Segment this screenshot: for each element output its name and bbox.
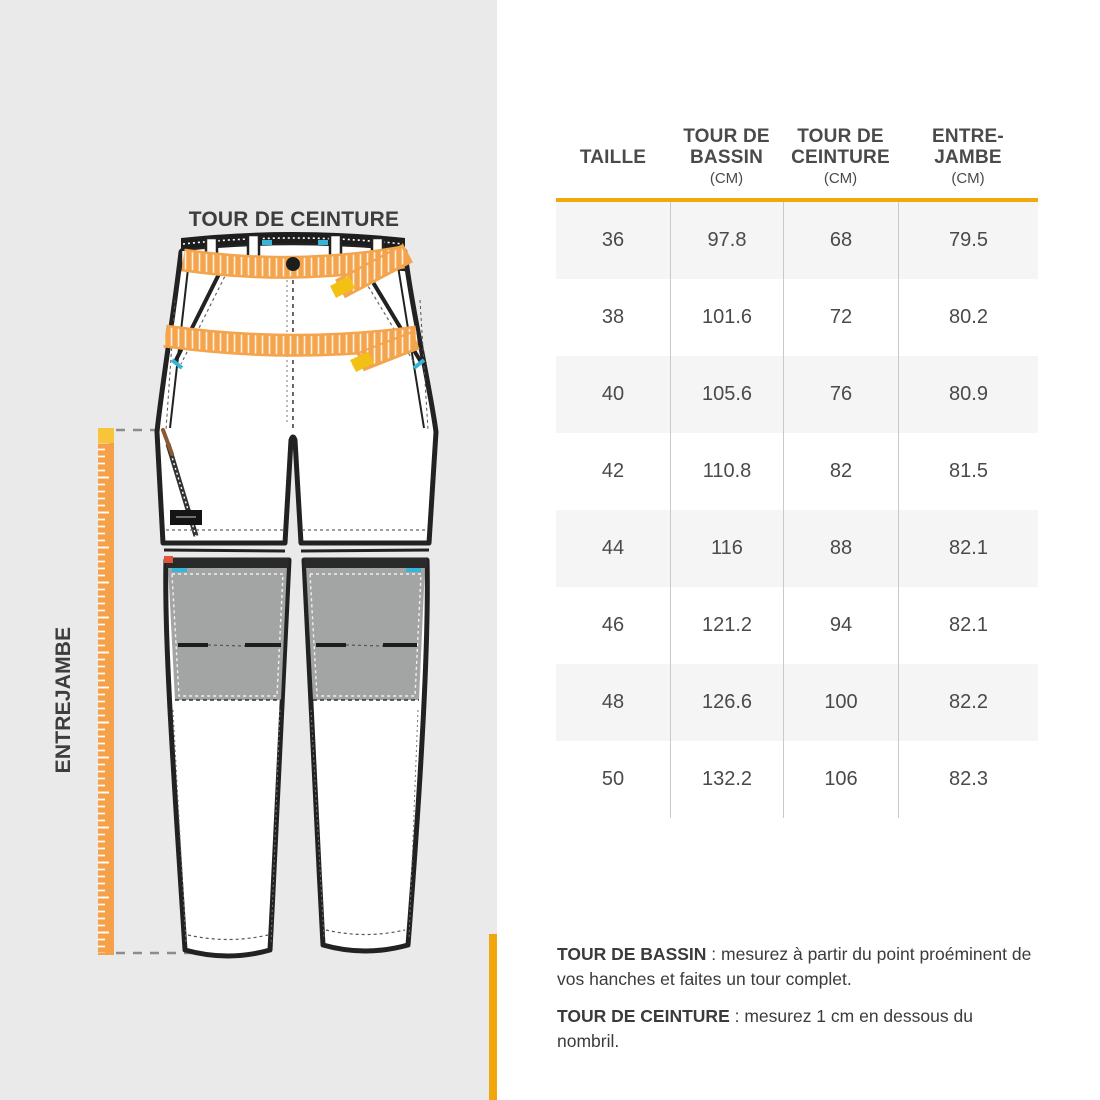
table-header-row xyxy=(556,126,1038,190)
left-leg xyxy=(164,556,289,956)
waist-button xyxy=(286,257,300,271)
accent-bar xyxy=(489,934,497,1100)
table-row: 36 97.8 68 79.5 xyxy=(556,202,1038,279)
measurement-notes xyxy=(557,942,1033,1066)
column-header-entrejambe: ENTRE- JAMBE (CM) xyxy=(932,126,1004,187)
diagram-panel xyxy=(0,0,497,1100)
table-row: 48 126.6 100 82.2 xyxy=(556,664,1038,741)
inseam-ruler xyxy=(98,428,114,955)
table-row: 44 116 88 82.1 xyxy=(556,510,1038,587)
column-header-taille: TAILLE xyxy=(579,147,647,168)
size-table xyxy=(556,126,1038,818)
pants-diagram xyxy=(0,0,497,1100)
label-entrejambe: ENTREJAMBE xyxy=(52,626,75,774)
label-tour-de-ceinture: TOUR DE CEINTURE xyxy=(188,208,400,231)
column-header-tour-de-bassin: TOUR DE BASSIN (CM) xyxy=(683,126,770,187)
note-tour-de-ceinture: TOUR DE CEINTURE : mesurez 1 cm en dessous du nombril. xyxy=(557,1006,973,1051)
column-header-tour-de-ceinture: TOUR DE CEINTURE (CM) xyxy=(791,126,890,187)
table-row: 40 105.6 76 80.9 xyxy=(556,356,1038,433)
right-leg xyxy=(304,558,427,951)
table-row: 46 121.2 94 82.1 xyxy=(556,587,1038,664)
note-tour-de-bassin: TOUR DE BASSIN : mesurez à partir du point proéminent de vos hanches et faites un tour complet. xyxy=(557,944,1032,989)
table-row: 50 132.2 106 82.3 xyxy=(556,741,1038,818)
table-row: 38 101.6 72 80.2 xyxy=(556,279,1038,356)
shorts xyxy=(157,252,436,551)
table-body xyxy=(556,202,1038,818)
table-row: 42 110.8 82 81.5 xyxy=(556,433,1038,510)
